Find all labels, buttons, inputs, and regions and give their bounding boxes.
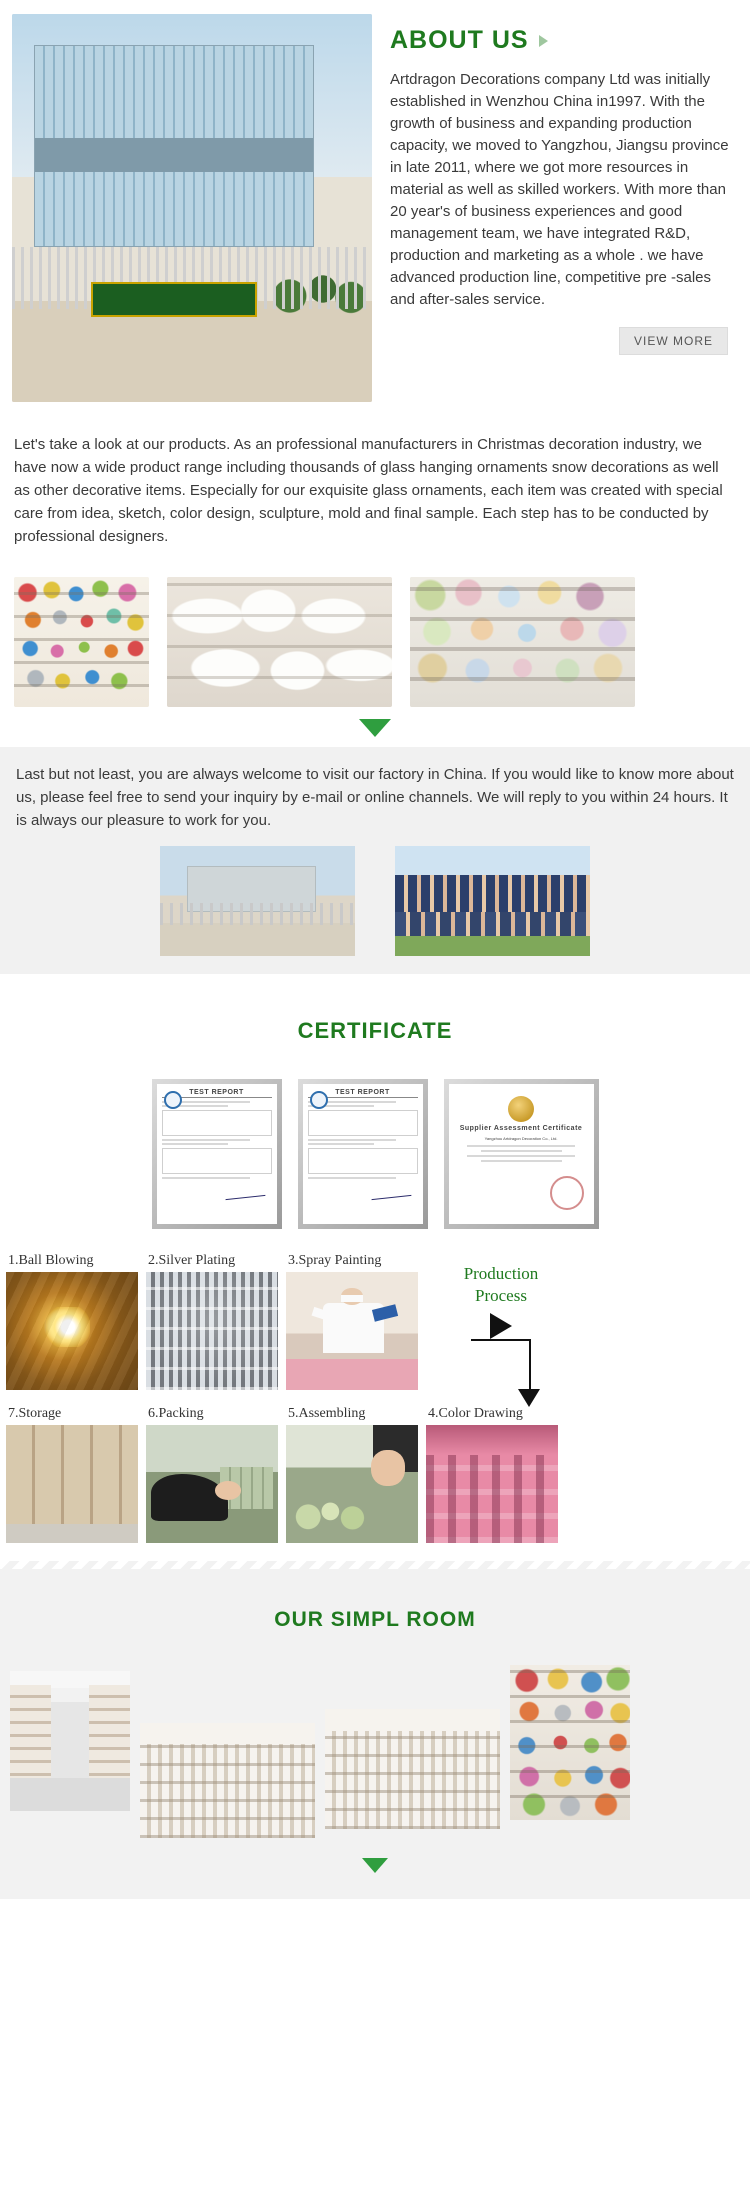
process-step-label: 4.Color Drawing xyxy=(428,1405,523,1421)
visit-us-text: Last but not least, you are always welcome to visit our factory in China. If you would like to know more about us, please feel free to send your inquiry by e-mail or online channels. We will reply to you within 24 hours. It is always our pleasure to work for you. xyxy=(16,766,734,829)
process-step xyxy=(146,1249,278,1390)
gold-seal-icon xyxy=(508,1096,534,1122)
showroom-shelves-photo xyxy=(325,1709,500,1829)
white-plush-photo xyxy=(167,577,392,707)
silver-plating-photo xyxy=(146,1272,278,1390)
view-more-button[interactable]: VIEW MORE xyxy=(619,327,728,355)
packing-photo xyxy=(146,1425,278,1543)
product-photo-row xyxy=(0,571,750,707)
lab-logo-icon xyxy=(164,1091,182,1109)
certificate-subheading: Yangzhou Artdragon Decoration Co., Ltd. xyxy=(484,1135,558,1141)
factory-building-photo xyxy=(12,14,372,402)
certificate-row xyxy=(0,1079,750,1239)
process-step-label: 1.Ball Blowing xyxy=(8,1252,94,1268)
certificate-heading-label: TEST REPORT xyxy=(162,1090,272,1098)
ornament-wall-photo xyxy=(14,577,149,707)
certificate-heading: CERTIFICATE xyxy=(297,1018,453,1044)
factory-building-art xyxy=(12,14,372,402)
process-step xyxy=(426,1402,558,1543)
signature-mark xyxy=(370,1185,411,1199)
certificate-heading-label: TEST REPORT xyxy=(308,1090,418,1098)
products-intro-paragraph: Let's take a look at our products. As an professional manufacturers in Christmas decoration industry, we have now a wide product range including thousands of glass hanging ornaments snow decorations as well as other decorative items. Especially for our exquisite glass ornaments, each item was created with special care from idea, sketch, color design, sculpture, mold and final sample. Each step has to be conducted by professional designers. xyxy=(14,436,723,545)
sample-room-photo-grid xyxy=(0,1663,750,1838)
process-step xyxy=(6,1249,138,1390)
visit-us-photo-row xyxy=(16,846,734,956)
showroom-aisle-photo xyxy=(10,1671,130,1811)
process-row-top xyxy=(0,1249,750,1390)
about-us-text-block xyxy=(372,14,738,355)
about-us-heading-label: ABOUT US xyxy=(390,26,529,54)
process-step-label: 2.Silver Plating xyxy=(148,1252,236,1268)
process-step-label: 7.Storage xyxy=(8,1405,62,1421)
section-divider-arrow xyxy=(0,707,750,747)
process-step xyxy=(146,1402,278,1543)
arrow-elbow-down-icon xyxy=(471,1339,531,1389)
about-us-body: Artdragon Decorations company Ltd was initially established in Wenzhou China in1997. With the growth of business and expanding production capacity, we moved to Yangzhou, Jiangsu province in late 2011, where we got more resources in material as well as skilled workers. With more than 20 year's of business experiences and good management team, we have integrated R&D, production and marketing as a whole . we have advanced production line, competitive pre -sales and after-sales service. xyxy=(390,71,729,308)
sample-room-heading: OUR SIMPL ROOM xyxy=(274,1607,476,1631)
process-step xyxy=(286,1402,418,1543)
process-step-label: 6.Packing xyxy=(148,1405,204,1421)
showroom-wide-photo xyxy=(140,1723,315,1838)
certificate-item[interactable] xyxy=(152,1079,282,1229)
factory-gate-photo xyxy=(160,846,355,956)
certificate-item[interactable] xyxy=(444,1079,599,1229)
process-flow-label xyxy=(426,1249,566,1389)
ornament-wall-color-photo xyxy=(510,1665,630,1820)
production-process-section xyxy=(0,1239,750,1543)
team-group-photo xyxy=(395,846,590,956)
triangle-right-icon xyxy=(539,35,548,47)
process-step-label: 5.Assembling xyxy=(288,1405,366,1421)
signature-mark xyxy=(224,1185,265,1199)
color-drawing-photo xyxy=(426,1425,558,1543)
lab-logo-icon xyxy=(310,1091,328,1109)
sample-room-section xyxy=(0,1575,750,1900)
ball-blowing-photo xyxy=(6,1272,138,1390)
certificate-heading-label: Supplier Assessment Certificate xyxy=(459,1124,583,1132)
process-step xyxy=(286,1249,418,1390)
spray-painting-photo xyxy=(286,1272,418,1390)
zigzag-divider xyxy=(0,1561,750,1575)
assembling-photo xyxy=(286,1425,418,1543)
about-us-section xyxy=(0,0,750,402)
bottom-divider-arrow xyxy=(0,1838,750,1873)
process-step-label: 3.Spray Painting xyxy=(288,1252,382,1268)
arrow-down-icon xyxy=(359,719,391,737)
arrow-right-icon xyxy=(490,1313,512,1339)
about-us-heading xyxy=(390,26,738,55)
certificate-item[interactable] xyxy=(298,1079,428,1229)
arrow-down-icon xyxy=(362,1858,388,1873)
glass-balls-shelf-photo xyxy=(410,577,635,707)
visit-us-section xyxy=(0,747,750,974)
process-row-bottom xyxy=(0,1390,750,1543)
storage-photo xyxy=(6,1425,138,1543)
view-more-row xyxy=(390,327,738,355)
red-seal-icon xyxy=(550,1176,584,1210)
process-flow-title: Production Process xyxy=(463,1263,539,1305)
process-step xyxy=(6,1402,138,1543)
